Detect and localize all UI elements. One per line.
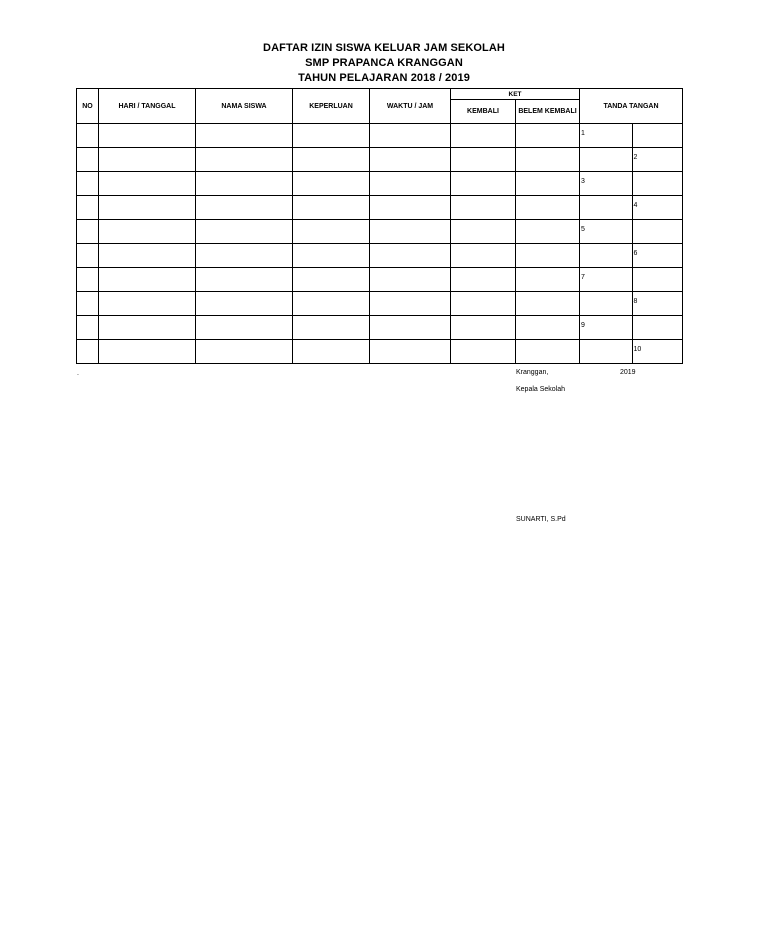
table-cell[interactable] xyxy=(196,268,293,292)
signature-number: 3 xyxy=(581,178,585,185)
signature-number: 7 xyxy=(581,274,585,281)
signature-number: 6 xyxy=(633,250,638,257)
table-cell[interactable] xyxy=(293,244,370,268)
signature-cell-right[interactable] xyxy=(633,292,683,316)
table-row xyxy=(77,148,683,172)
table-cell[interactable] xyxy=(99,292,196,316)
table-cell[interactable] xyxy=(99,148,196,172)
table-cell[interactable] xyxy=(516,268,580,292)
table-cell[interactable] xyxy=(516,340,580,364)
table-cell[interactable] xyxy=(99,340,196,364)
table-cell[interactable] xyxy=(451,316,516,340)
table-row xyxy=(77,340,683,364)
table-cell[interactable] xyxy=(99,268,196,292)
footer-role: Kepala Sekolah xyxy=(516,386,566,393)
table-cell[interactable] xyxy=(77,316,99,340)
table-cell[interactable] xyxy=(293,196,370,220)
title-line-1: DAFTAR IZIN SISWA KELUAR JAM SEKOLAH xyxy=(263,42,505,54)
table-cell[interactable] xyxy=(370,196,451,220)
table-cell[interactable] xyxy=(99,220,196,244)
table-row xyxy=(77,316,683,340)
col-header-ket: KET xyxy=(451,89,580,100)
table-cell[interactable] xyxy=(77,244,99,268)
table-cell[interactable] xyxy=(451,196,516,220)
table-cell[interactable] xyxy=(516,292,580,316)
table-row xyxy=(77,172,683,196)
signature-cell-left[interactable] xyxy=(580,244,633,268)
table-cell[interactable] xyxy=(99,172,196,196)
table-cell[interactable] xyxy=(516,220,580,244)
col-header-nama-siswa: NAMA SISWA xyxy=(196,89,293,124)
table-row xyxy=(77,196,683,220)
table-cell[interactable] xyxy=(516,124,580,148)
col-header-no: NO xyxy=(77,89,99,124)
signature-cell-left[interactable] xyxy=(580,172,633,196)
table-cell[interactable] xyxy=(77,148,99,172)
table-cell[interactable] xyxy=(293,292,370,316)
title-line-2: SMP PRAPANCA KRANGGAN xyxy=(305,57,463,69)
table-cell[interactable] xyxy=(293,340,370,364)
table-cell[interactable] xyxy=(77,172,99,196)
table-cell[interactable] xyxy=(293,220,370,244)
signature-number: 10 xyxy=(633,346,642,353)
table-cell[interactable] xyxy=(370,292,451,316)
col-header-belem-kembali: BELEM KEMBALI xyxy=(516,100,580,124)
permission-table xyxy=(76,88,683,364)
table-cell[interactable] xyxy=(77,292,99,316)
signature-cell-left[interactable] xyxy=(580,124,633,148)
document-title xyxy=(0,41,768,86)
table-cell[interactable] xyxy=(196,244,293,268)
signature-number: 5 xyxy=(581,226,585,233)
footer-signatory-name: SUNARTI, S.Pd xyxy=(516,516,566,523)
signature-number: 9 xyxy=(581,322,585,329)
table-cell[interactable] xyxy=(293,148,370,172)
table-cell[interactable] xyxy=(370,148,451,172)
signature-cell-right[interactable] xyxy=(633,268,683,292)
table-cell[interactable] xyxy=(370,244,451,268)
table-cell[interactable] xyxy=(77,124,99,148)
table-cell[interactable] xyxy=(99,124,196,148)
signature-cell-left[interactable] xyxy=(580,316,633,340)
table-cell[interactable] xyxy=(293,316,370,340)
footer-dot: . xyxy=(77,370,79,377)
table-cell[interactable] xyxy=(196,124,293,148)
table-cell[interactable] xyxy=(99,196,196,220)
signature-cell-right[interactable] xyxy=(633,220,683,244)
table-cell[interactable] xyxy=(196,196,293,220)
col-header-waktu-jam: WAKTU / JAM xyxy=(370,89,451,124)
table-cell[interactable] xyxy=(516,172,580,196)
table-row xyxy=(77,244,683,268)
table-cell[interactable] xyxy=(99,244,196,268)
signature-cell-right[interactable] xyxy=(633,340,683,364)
signature-cell-left[interactable] xyxy=(580,220,633,244)
table-cell[interactable] xyxy=(451,340,516,364)
table-cell[interactable] xyxy=(77,268,99,292)
table-row xyxy=(77,268,683,292)
col-header-kembali: KEMBALI xyxy=(451,100,516,124)
table-cell[interactable] xyxy=(451,268,516,292)
title-line-3: TAHUN PELAJARAN 2018 / 2019 xyxy=(298,72,470,84)
table-cell[interactable] xyxy=(451,244,516,268)
table-cell[interactable] xyxy=(77,340,99,364)
table-cell[interactable] xyxy=(370,316,451,340)
table-cell[interactable] xyxy=(451,124,516,148)
table-cell[interactable] xyxy=(293,124,370,148)
signature-cell-left[interactable] xyxy=(580,196,633,220)
table-cell[interactable] xyxy=(370,268,451,292)
table-cell[interactable] xyxy=(293,268,370,292)
table-cell[interactable] xyxy=(196,292,293,316)
signature-cell-right[interactable] xyxy=(633,172,683,196)
signature-number: 2 xyxy=(633,154,638,161)
signature-cell-right[interactable] xyxy=(633,244,683,268)
signature-number: 1 xyxy=(581,130,585,137)
table-row xyxy=(77,220,683,244)
footer-year: 2019 xyxy=(620,369,636,376)
table-row xyxy=(77,292,683,316)
table-cell[interactable] xyxy=(516,148,580,172)
table-cell[interactable] xyxy=(77,220,99,244)
col-header-tanda-tangan: TANDA TANGAN xyxy=(580,89,683,124)
table-cell[interactable] xyxy=(370,340,451,364)
signature-cell-right[interactable] xyxy=(633,148,683,172)
table-row xyxy=(77,124,683,148)
table-cell[interactable] xyxy=(196,148,293,172)
signature-cell-left[interactable] xyxy=(580,340,633,364)
table-cell[interactable] xyxy=(196,316,293,340)
footer-place: Kranggan, xyxy=(516,369,549,376)
table-cell[interactable] xyxy=(196,172,293,196)
table-cell[interactable] xyxy=(516,316,580,340)
table-cell[interactable] xyxy=(196,220,293,244)
signature-cell-left[interactable] xyxy=(580,292,633,316)
table-cell[interactable] xyxy=(370,172,451,196)
table-cell[interactable] xyxy=(516,244,580,268)
col-header-keperluan: KEPERLUAN xyxy=(293,89,370,124)
table-cell[interactable] xyxy=(516,196,580,220)
table-cell[interactable] xyxy=(99,316,196,340)
signature-number: 4 xyxy=(633,202,638,209)
table-cell[interactable] xyxy=(77,196,99,220)
table-cell[interactable] xyxy=(370,220,451,244)
table-cell[interactable] xyxy=(293,172,370,196)
signature-cell-left[interactable] xyxy=(580,268,633,292)
signature-cell-right[interactable] xyxy=(633,124,683,148)
table-cell[interactable] xyxy=(370,124,451,148)
col-header-hari-tanggal: HARI / TANGGAL xyxy=(99,89,196,124)
table-cell[interactable] xyxy=(451,220,516,244)
table-cell[interactable] xyxy=(451,148,516,172)
table-cell[interactable] xyxy=(451,292,516,316)
table-cell[interactable] xyxy=(196,340,293,364)
signature-number: 8 xyxy=(633,298,638,305)
signature-cell-right[interactable] xyxy=(633,196,683,220)
table-cell[interactable] xyxy=(451,172,516,196)
signature-cell-left[interactable] xyxy=(580,148,633,172)
signature-cell-right[interactable] xyxy=(633,316,683,340)
